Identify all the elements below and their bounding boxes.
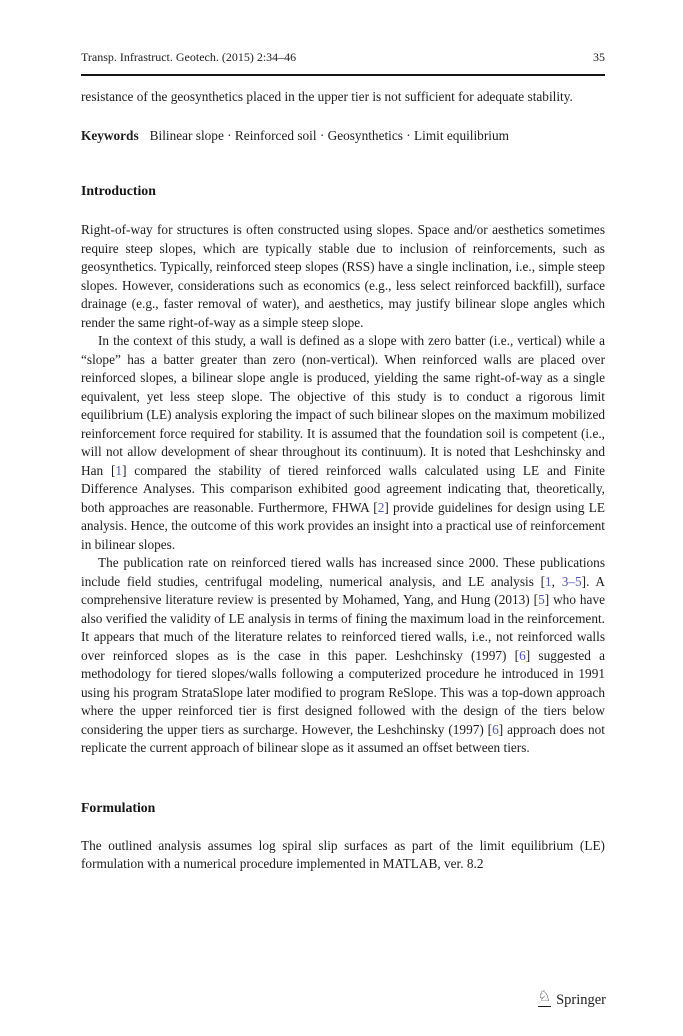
springer-logo [538,990,606,1007]
paragraph: resistance of the geosynthetics placed in the upper tier is not sufficient for adequate stability. [81,89,573,104]
section-formulation-paragraphs [81,837,605,874]
citation-link[interactable]: 6 [492,721,499,737]
citation-link[interactable]: 2 [377,499,385,515]
section-heading-introduction: Introduction [81,183,156,198]
citation-link[interactable]: 1 [115,462,123,478]
content-column [81,0,605,874]
article-body [81,88,605,874]
paragraph: Right-of-way for structures is often constructed using slopes. Space and/or aesthetics sometimes require steep slopes, which are typically stable due to inclusion of reinforcements, such as geosynthetics. Typically, reinforced steep slopes (RSS) have a single inclination, i.e., simple steep slopes. However, considerations such as economics (e.g., less select reinforced backfill), surface drainage (e.g., faster removal of water), and aesthetics, may justify bilinear slope angles which render the same right-of-way as a simple steep slope. [81,222,605,330]
header-rule [81,74,605,76]
citation-link[interactable]: 6 [519,647,526,663]
section-introduction-paragraphs [81,221,605,758]
citation-link[interactable]: 3–5 [561,573,582,589]
keywords-text: Bilinear slope · Reinforced soil · Geosynthetics · Limit equilibrium [149,127,509,143]
abstract-tail [81,88,605,107]
page-number: 35 [593,50,605,64]
springer-wordmark: Springer [556,991,606,1008]
citation-link[interactable]: 5 [538,592,545,607]
section-heading-formulation: Formulation [81,799,156,815]
journal-ref: Transp. Infrastruct. Geotech. (2015) 2:34–46 [81,50,297,64]
citation-link[interactable]: 1 [545,573,552,589]
running-head [81,50,605,65]
paragraph: The outlined analysis assumes log spiral slip surfaces as part of the limit equilibrium (LE) formulation with a numerical procedure implemented in MATLAB, ver. 8.2 [81,837,605,871]
springer-knight-icon: ♘ [537,989,552,1005]
keywords-label: Keywords [81,127,139,143]
paragraph: In the context of this study, a wall is defined as a slope with zero batter (i.e., vertical) while a “slope” has a batter greater than zero (non-vertical). When reinforced walls are placed over reinforced slopes, a bilinear slope angle is produced, yielding the same right-of-way as a single equivalent, yet less steep slope. The objective of this study is to conduct a rigorous limit equilibrium (LE) analysis exploring the impact of such bilinear slopes on the maximum mobilized reinforcement force required for stability. It is assumed that the foundation soil is competent (i.e., will not allow development of shear throughout its continuum). It is noted that Leshchinsky and Han [1] compared the stability of tiered reinforced walls calculated using LE and Finite Difference Analyses. This comparison exhibited good agreement indicating that, theoretically, both approaches are reasonable. Furthermore, FHWA [2] provide guidelines for design using LE analysis. Hence, the outcome of this work provides an insight into a practical use of reinforcement in bilinear slopes. [81,333,606,552]
paragraph: The publication rate on reinforced tiered walls has increased since 2000. These publications include field studies, centrifugal modeling, numerical analysis, and LE analysis [1, 3–5]. A comprehensive literature review is presented by Mohamed, Yang, and Hung (2013) [5] who have also verified the validity of LE analysis in terms of fining the maximum load in the reinforcement. It appears that much of the literature relates to reinforced tiered walls, i.e., not reinforced walls over reinforced slopes as is the case in this paper. Leshchinsky (1997) [6] suggested a methodology for tiered slopes/walls following a computerized procedure he introduced in 1991 using his program StrataSlope later modified to program ReSlope. This was a top-down approach where the upper reinforced tier is first designed followed with the design of the tiers below considering the upper tiers as surcharge. However, the Leshchinsky (1997) [6] approach does not replicate the current approach of bilinear slope as it assumed an offset between tiers. [81,555,606,755]
keywords-line [81,127,605,146]
